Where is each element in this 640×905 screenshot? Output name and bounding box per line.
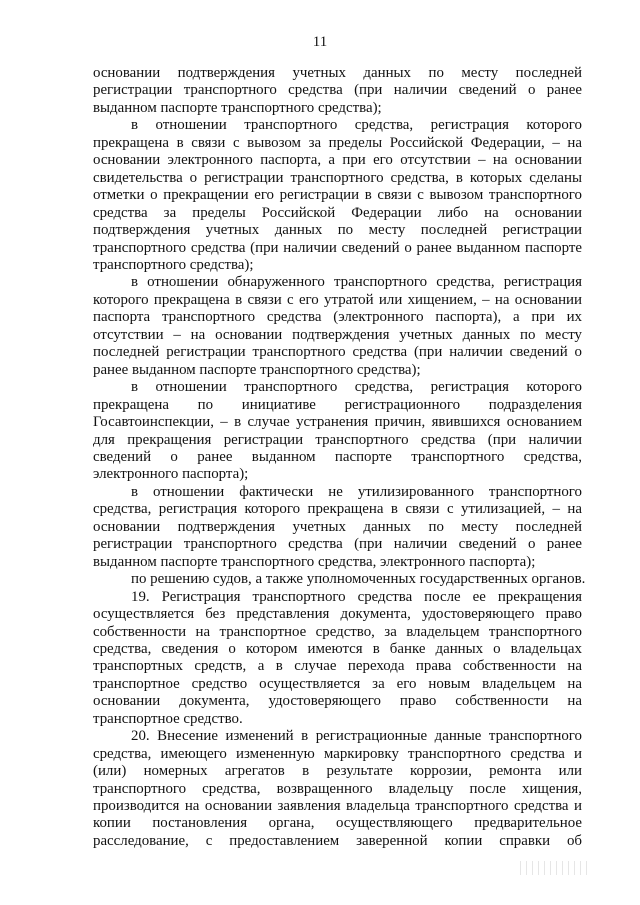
paragraph-export xyxy=(93,117,582,274)
text-line: средства за пределы Российской Федерации либо на основании xyxy=(93,204,582,221)
text-line: отметки о прекращении его регистрации в связи с вывозом транспортного xyxy=(93,187,582,204)
text-line: основании подтверждения учетных данных по месту последней xyxy=(93,518,582,535)
text-line: расследование, с предоставлением заверенной копии справки об xyxy=(93,832,582,849)
text-line: прекращена по инициативе регистрационного подразделения xyxy=(93,396,582,413)
text-line: в отношении фактически не утилизированного транспортного xyxy=(131,483,582,500)
text-line: Госавтоинспекции, – в случае устранения причин, явившихся основанием xyxy=(93,414,582,431)
text-line: копии постановления органа, осуществляющего предварительное xyxy=(93,815,582,832)
text-line: основании электронного паспорта, а при его отсутствии – на основании xyxy=(93,152,582,169)
text-line: производится на основании заявления владельца транспортного средства и xyxy=(93,798,582,815)
text-line: свидетельства о регистрации транспортного средства, в которых сделаны xyxy=(93,169,582,186)
text-line: по решению судов, а также уполномоченных государственных органов. xyxy=(131,571,586,588)
text-line: транспортного средства); xyxy=(93,256,254,273)
text-line: паспорта транспортного средства (электронного паспорта), а при их xyxy=(93,309,582,326)
text-line: транспортное средство осуществляется за его новым владельцем на xyxy=(93,675,582,692)
paragraph-court-decision xyxy=(93,571,586,588)
text-line: последней регистрации транспортного средства (при наличии сведений о xyxy=(93,344,582,361)
text-line: подтверждения учетных данных по месту последней регистрации xyxy=(93,222,582,239)
paragraph-found-vehicle xyxy=(93,274,582,379)
text-line: средства, регистрация которого прекращена в связи с утилизацией, – на xyxy=(93,501,582,518)
text-line: электронного паспорта); xyxy=(93,466,249,483)
text-line: транспортных средств, а в случае перехода права собственности на xyxy=(93,658,582,675)
text-line: в отношении транспортного средства, регистрация которого xyxy=(131,379,582,396)
text-line: 19. Регистрация транспортного средства после ее прекращения xyxy=(131,588,582,605)
text-line: 20. Внесение изменений в регистрационные данные транспортного xyxy=(131,728,582,745)
page-number: 11 xyxy=(312,34,328,50)
text-line: средства, сведения о котором имеются в банке данных о владельцах xyxy=(93,640,582,657)
text-line: регистрации транспортного средства (при наличии сведений о ранее xyxy=(93,536,582,553)
text-line: выданном паспорте транспортного средства, электронного паспорта); xyxy=(93,553,536,570)
paragraph-not-utilized xyxy=(93,484,582,571)
paragraph-continuation xyxy=(93,65,582,117)
document-text xyxy=(93,65,586,850)
text-line: отсутствии – на основании подтверждения учетных данных по месту xyxy=(93,326,582,343)
text-line: (или) номерных агрегатов в результате коррозии, ремонта или xyxy=(93,763,582,780)
paragraph-19 xyxy=(93,589,582,729)
paragraph-gai-initiative xyxy=(93,379,582,484)
text-line: осуществляется без представления документа, удостоверяющего право xyxy=(93,606,582,623)
text-line: в отношении транспортного средства, регистрация которого xyxy=(131,117,582,134)
text-line: транспортного средства, возвращенного владельцу после хищения, xyxy=(93,780,582,797)
text-line: основании подтверждения учетных данных по месту последней xyxy=(93,65,582,81)
scan-artifact xyxy=(520,861,590,875)
text-line: транспортное средство. xyxy=(93,710,243,727)
text-line: прекращена в связи с вывозом за пределы Российской Федерации, – на xyxy=(93,134,582,151)
text-line: которого прекращена в связи с его утратой или хищением, – на основании xyxy=(93,291,582,308)
text-line: ранее выданном паспорте транспортного средства); xyxy=(93,361,421,378)
text-line: средства, имеющего измененную маркировку транспортного средства и xyxy=(93,745,582,762)
text-line: сведений о ранее выданном паспорте транспортного средства, xyxy=(93,448,582,465)
text-line: основании документа, удостоверяющего право собственности на xyxy=(93,693,582,710)
text-line: собственности на транспортное средство, за владельцем транспортного xyxy=(93,623,582,640)
text-line: для прекращения регистрации транспортного средства (при наличии xyxy=(93,431,582,448)
text-line: регистрации транспортного средства (при наличии сведений о ранее xyxy=(93,82,582,99)
text-line: выданном паспорте транспортного средства); xyxy=(93,99,382,116)
text-line: транспортного средства (при наличии сведений о ранее выданном паспорте xyxy=(93,239,582,256)
text-line: в отношении обнаруженного транспортного средства, регистрация xyxy=(131,274,582,291)
paragraph-20 xyxy=(93,728,582,850)
